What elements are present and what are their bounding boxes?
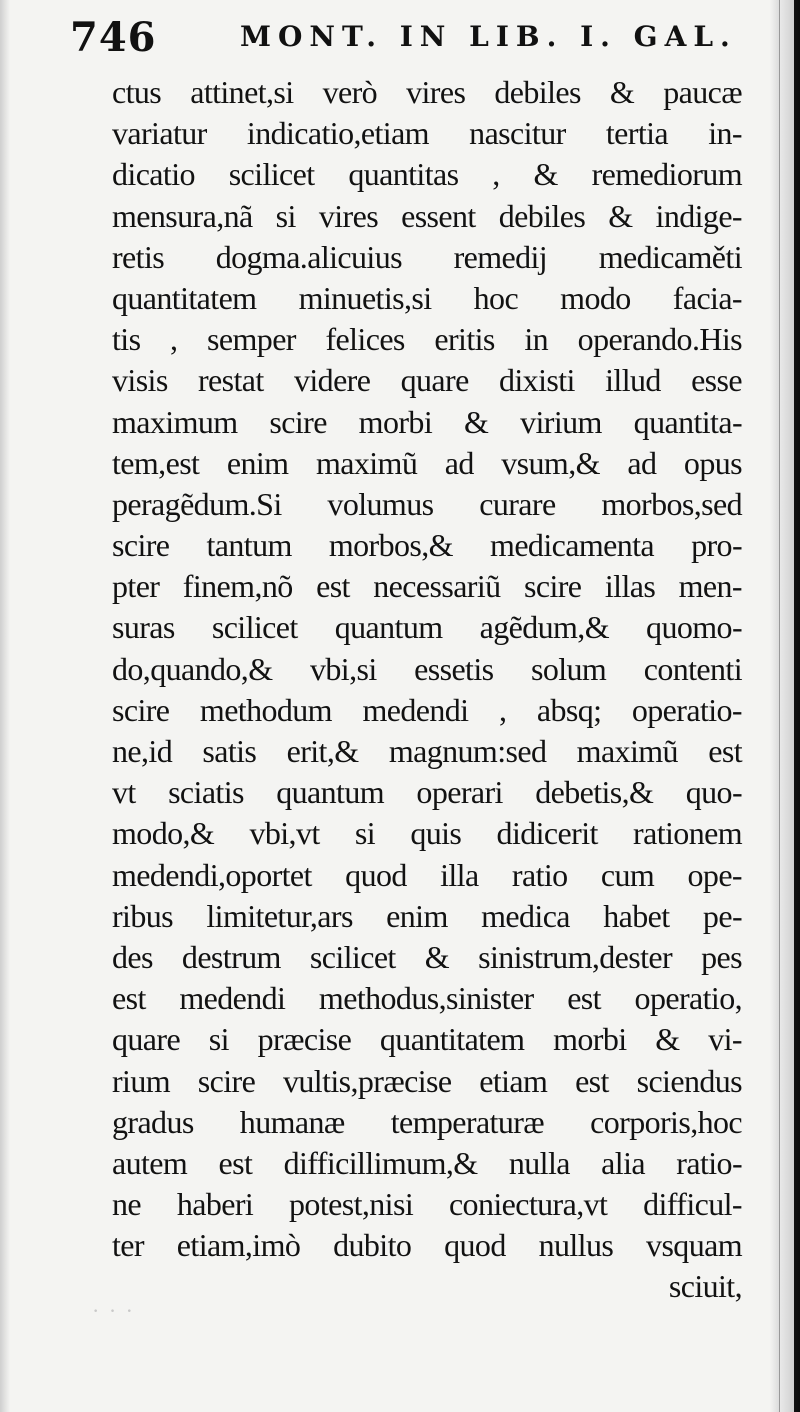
text-line: maximum scire morbi & virium quantita-	[112, 403, 742, 440]
catchword: sciuit,	[668, 1268, 742, 1305]
adjacent-page-edge	[779, 0, 794, 1412]
text-line: pter finem,nõ est necessariũ scire illas men-	[112, 568, 742, 605]
text-line: retis dogma.alicuius remedij medicaměti	[112, 238, 742, 275]
text-line: variatur indicatio,etiam nascitur tertia in-	[112, 115, 742, 152]
text-line: autem est difficillimum,& nulla alia ratio-	[112, 1144, 742, 1181]
text-line: ctus attinet,si verò vires debiles & paucæ	[112, 74, 742, 110]
text-line: suras scilicet quantum agẽdum,& quomo-	[112, 609, 742, 646]
text-line: mensura,nã si vires essent debiles & indige-	[112, 197, 742, 234]
page-left-shadow	[0, 0, 10, 1412]
text-line: rium scire vultis,præcise etiam est sciendus	[112, 1062, 742, 1099]
text-line: do,quando,& vbi,si essetis solum contenti	[112, 650, 742, 687]
text-line: medendi,oportet quod illa ratio cum ope-	[112, 856, 742, 893]
text-line: tis , semper felices eritis in operando.His	[112, 321, 742, 358]
running-head: MONT. IN LIB. I. GAL.	[240, 20, 737, 53]
text-line: ne,id satis erit,& magnum:sed maximũ est	[112, 733, 742, 769]
text-line: ne haberi potest,nisi coniectura,vt difficul-	[112, 1186, 742, 1223]
bleed-through-marks: · · ·	[92, 1298, 135, 1323]
text-line: visis restat videre quare dixisti illud esse	[112, 362, 742, 399]
page-number: 746	[70, 14, 157, 61]
text-line: peragẽdum.Si volumus curare morbos,sed	[112, 485, 742, 522]
text-line: dicatio scilicet quantitas , & remediorum	[112, 156, 742, 193]
text-line: quantitatem minuetis,si hoc modo facia-	[112, 279, 742, 316]
text-line: tem,est enim maximũ ad vsum,& ad opus	[112, 444, 742, 481]
body-text	[112, 72, 742, 1308]
page-header	[70, 14, 750, 64]
text-line: scire tantum morbos,& medicamenta pro-	[112, 527, 742, 564]
text-line: scire methodum medendi , absq; operatio-	[112, 691, 742, 728]
text-line: des destrum scilicet & sinistrum,dester pes	[112, 938, 742, 975]
text-line: quare si præcise quantitatem morbi & vi-	[112, 1021, 742, 1058]
text-line: vt sciatis quantum operari debetis,& quo-	[112, 774, 742, 811]
text-line: modo,& vbi,vt si quis didicerit rationem	[112, 815, 742, 852]
text-line: ribus limitetur,ars enim medica habet pe-	[112, 897, 742, 934]
text-line: est medendi methodus,sinister est operatio,	[112, 980, 742, 1017]
text-line: gradus humanæ temperaturæ corporis,hoc	[112, 1103, 742, 1140]
text-line: ter etiam,imò dubito quod nullus vsquam	[112, 1227, 742, 1264]
